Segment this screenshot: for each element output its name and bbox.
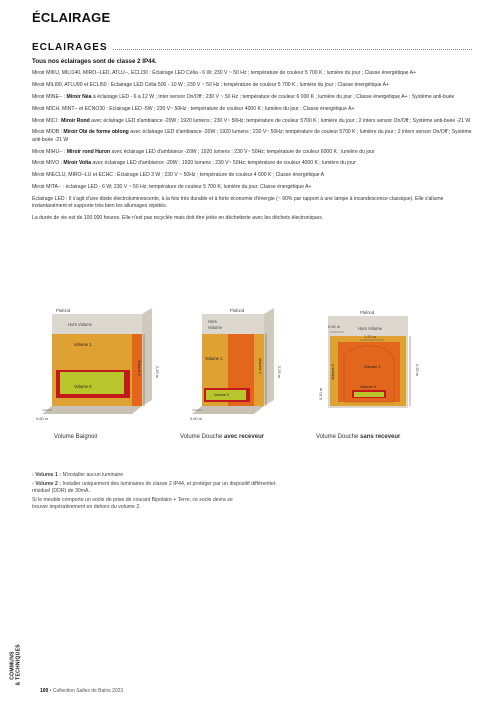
- section-dotted-rule: [113, 49, 472, 50]
- volume-1-label: Volume 1: [205, 356, 223, 361]
- caption-shower-no-tray: Volume Douche sans receveur: [316, 434, 401, 440]
- volume-2-label: Volume 2: [331, 364, 335, 380]
- page-title: ÉCLAIRAGE: [32, 10, 111, 25]
- spec-paragraph: Miroir MIHU-- : Miroir rond Huron avec éclairage LED d'ambiance -20W ; 1920 lumens ; 230 V~ 50Hz; température de couleur 6000 K ; lumière du jour: [32, 148, 375, 155]
- caption-bathtub: Volume Baignoir: [54, 434, 98, 440]
- volume-0-label: Volume 0: [214, 393, 229, 397]
- volume-2-label: Volume 2: [137, 360, 141, 376]
- caption-shower-tray: Volume Douche avec receveur: [180, 434, 265, 440]
- spec-paragraph: Miroir MICI : Miroir Rond avec éclairage LED d'ambiance -20W ; 1920 lumens ; 230 V~ 50Hz; température de couleur 5700 K ; lumière du jour ; 2 inters sensor On/Off ; Système anti-buée -21 W: [32, 117, 471, 124]
- page-footer: 100 • Collection Salles de Bains 2023: [40, 688, 124, 694]
- height-left-label: 0,10 m: [318, 387, 323, 401]
- shower-tray-volume-diagram: [188, 306, 298, 424]
- height-label: 2,25 m: [155, 365, 160, 379]
- section-title: ECLAIRAGES: [32, 41, 108, 53]
- spec-paragraph: Miroir MINE-- : Miroir Néa à éclairage LED - 6 à 12 W ; Inter sensor On/Off ; 230 V ~ 50 Hz ; température de couleur 6 000 K ; lumière du jour ; Classe énergétique A+ ; Système anti-buée: [32, 94, 455, 100]
- spec-paragraph: Miroir MIKU, MILI140, MIRO--LED, ATLU--, ECLI30 : Éclairage LED Célia - 6 W; 230 V ~ 50 Hz ; température de couleur 5 700 K ; lumière du jour ; Classe énergétique A+: [32, 70, 416, 77]
- svg-text:Volume: Volume: [208, 325, 222, 330]
- note-item: › Volume 2 : Installer uniquement des luminaires de classe 2 IP44, et protéger par un dispositif différentiel-résiduel (DDR) de 30mA.: [32, 480, 277, 494]
- width-label: 0,60 m: [36, 416, 49, 421]
- volume-1-label: Volume 1: [364, 364, 381, 369]
- ceiling-label: Plafond: [230, 308, 245, 313]
- outside-volume-label: Hors Volume: [358, 326, 382, 331]
- ceiling-label: Plafond: [56, 308, 71, 313]
- shower-no-tray-volume-diagram: [314, 306, 424, 424]
- spec-paragraph: La durée de vie est de 100 000 heures. Elle n'est pas recyclée mais doit être jetée en déchetterie avec les déchets électroniques.: [32, 214, 324, 221]
- spec-paragraph: Miroir MITA-- : éclairage LED - 6 W; 230 V ~ 50 Hz; température de couleur 5 700 K; lumière du jour; Classe énergétique A+: [32, 183, 312, 190]
- spec-paragraph: Éclairage LED : Il s'agit d'une diode électroluminescente, à la fois très durable et à forte économie d'énergie (~ 90% par rapport à une lampe à incandescence classique). Elle s'allume instantanément et supporte très bien les allumages répétés.: [32, 195, 444, 210]
- volume-notes: [32, 472, 292, 513]
- spec-paragraph: Miroir MICH, MINT-- et ECNO30 : Eclairage LED -5W ; 230 V~ 50Hz ; température de couleur 4000 K ; lumière du jour ; Classe énergétique A+: [32, 105, 355, 112]
- volume-0-label: Volume 0: [74, 384, 92, 389]
- height-label: 2,25 m: [277, 365, 282, 379]
- outside-volume-label: Hors: [208, 319, 217, 324]
- width-label: 0,60 m: [190, 416, 203, 421]
- volume-0-label: Volume 0: [360, 385, 376, 389]
- spec-paragraph: Miroir MIECLU, MIRO--LU et ECHC : Éclairage LED 3 W ; 230 V ~ 50Hz ; température de couleur 4 000 K ; Classe énergétique A: [32, 172, 325, 179]
- spec-paragraph: Miroir MIOB : Miroir Obi de forme oblong avec éclairage LED d'ambiance -20W ; 1920 lumens ; 230 V~ 50Hz; température de couleur 5700 K ; lumière du jour ; 2 inters sensor On/Off ; Système anti-buée -21 W: [32, 129, 472, 143]
- height-right-label: 2,25 m: [415, 363, 420, 377]
- bathtub-volume-diagram: [34, 306, 169, 424]
- outside-volume-label: Hors Volume: [68, 322, 92, 327]
- inner-width-label: 1,20 m: [364, 334, 377, 339]
- width-label: 0,60 m: [328, 324, 341, 329]
- spec-paragraph: Miroir MILI90, ATLU90 et ECLI50 : Eclairage LED Célia 500 - 10 W ; 230 V ~ 50 Hz ; température de couleur 5 700 K ; lumière du jour ; Classe énergétique A+: [32, 82, 389, 89]
- note-item: › Volume 1 : N'installer aucun luminaire: [32, 472, 124, 478]
- section-header: [32, 40, 472, 54]
- side-section-label: COMMUNS & TECHNIQUES: [9, 644, 21, 686]
- volume-1-label: Volume 1: [74, 342, 92, 347]
- note-extra: Si le meuble comporte un socle de prise de courant Bipolaire + Terre, ce socle devra se trouver impérativement en dehors du volume 2.: [32, 496, 233, 510]
- intro-text: Tous nos éclairages sont de classe 2 IP44.: [32, 58, 157, 65]
- volume-2-label: Volume 2: [258, 358, 262, 374]
- spec-paragraph: Miroir MIVO : Miroir Volta avec éclairage LED d'ambiance -20W ; 1920 lumens ; 230 V~ 50Hz; température de couleur 4000 K ; lumière du jour: [32, 160, 356, 167]
- ceiling-label: Plafond: [360, 310, 375, 315]
- lighting-specs: [32, 58, 472, 227]
